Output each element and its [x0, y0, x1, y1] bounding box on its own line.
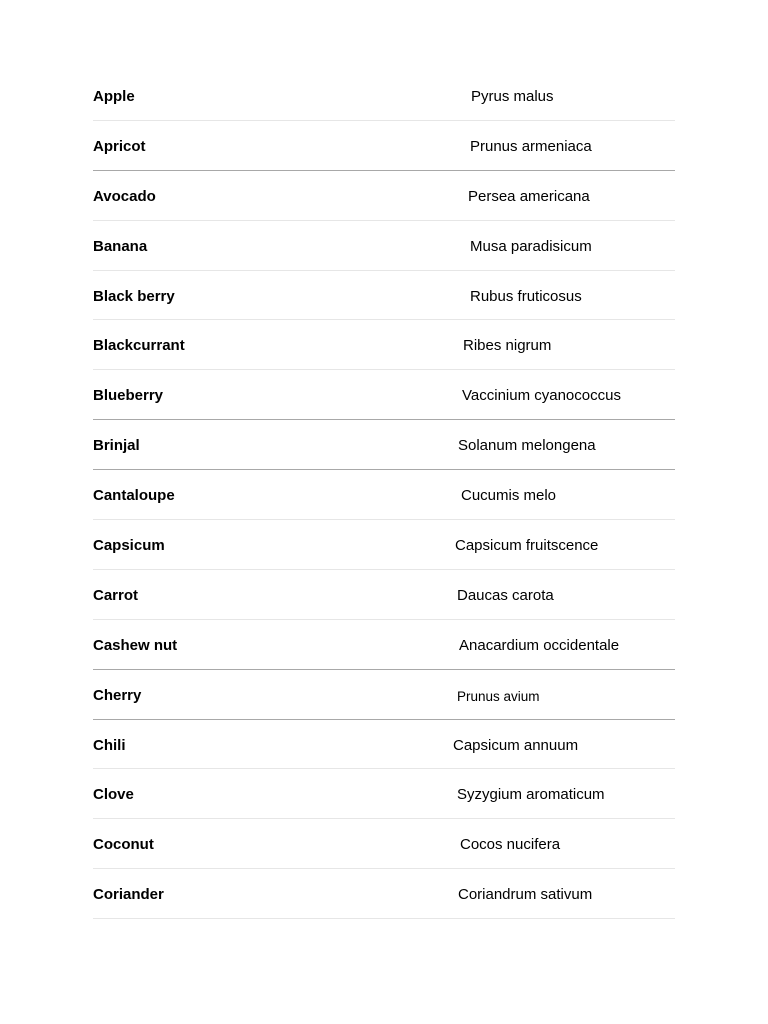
scientific-name: Daucas carota [457, 586, 554, 604]
scientific-name: Cucumis melo [461, 487, 557, 505]
scientific-name: Musa paradisicum [470, 237, 592, 255]
table-row [93, 769, 675, 819]
table-row [93, 420, 675, 470]
scientific-name: Capsicum annuum [453, 736, 579, 754]
common-name: Capsicum [93, 537, 165, 555]
scientific-name: Ribes nigrum [463, 337, 552, 355]
common-name: Cashew nut [93, 636, 178, 654]
scientific-name: Persea americana [468, 187, 590, 205]
table-row [93, 570, 675, 620]
common-name: Banana [93, 237, 148, 255]
scientific-name: Prunus avium [457, 688, 540, 704]
scientific-name: Vaccinium cyanococcus [462, 387, 621, 405]
common-name: Apricot [93, 137, 146, 155]
table-row [93, 720, 675, 770]
table-row [93, 670, 675, 720]
table-row [93, 271, 675, 321]
table-row [93, 370, 675, 420]
scientific-name: Prunus armeniaca [470, 137, 592, 155]
table-row [93, 121, 675, 171]
table-row [93, 221, 675, 271]
common-name: Blueberry [93, 387, 164, 405]
scientific-name: Cocos nucifera [460, 836, 561, 854]
common-name: Coriander [93, 886, 164, 904]
scientific-name: Anacardium occidentale [459, 636, 620, 654]
common-name: Blackcurrant [93, 337, 185, 355]
scientific-name: Syzygium aromaticum [457, 786, 605, 804]
table-row [93, 71, 675, 121]
common-name: Brinjal [93, 437, 140, 455]
common-name: Cantaloupe [93, 487, 175, 505]
table-row [93, 520, 675, 570]
scientific-name: Coriandrum sativum [458, 886, 593, 904]
table-row [93, 620, 675, 670]
common-name: Apple [93, 88, 135, 105]
common-name: Clove [93, 786, 134, 804]
scientific-name: Capsicum fruitscence [455, 537, 599, 555]
scientific-name: Pyrus malus [471, 88, 554, 105]
table-row [93, 869, 675, 919]
common-name: Black berry [93, 287, 175, 305]
scientific-name: Rubus fruticosus [470, 287, 582, 305]
table-row [93, 320, 675, 370]
table-row [93, 171, 675, 221]
table-row [93, 819, 675, 869]
common-name: Coconut [93, 836, 154, 854]
common-name: Carrot [93, 586, 139, 604]
fruit-vegetable-table [93, 71, 675, 919]
common-name: Cherry [93, 686, 142, 704]
table-row [93, 470, 675, 520]
common-name: Avocado [93, 187, 156, 205]
scientific-name: Solanum melongena [458, 437, 596, 455]
common-name: Chili [93, 736, 126, 754]
